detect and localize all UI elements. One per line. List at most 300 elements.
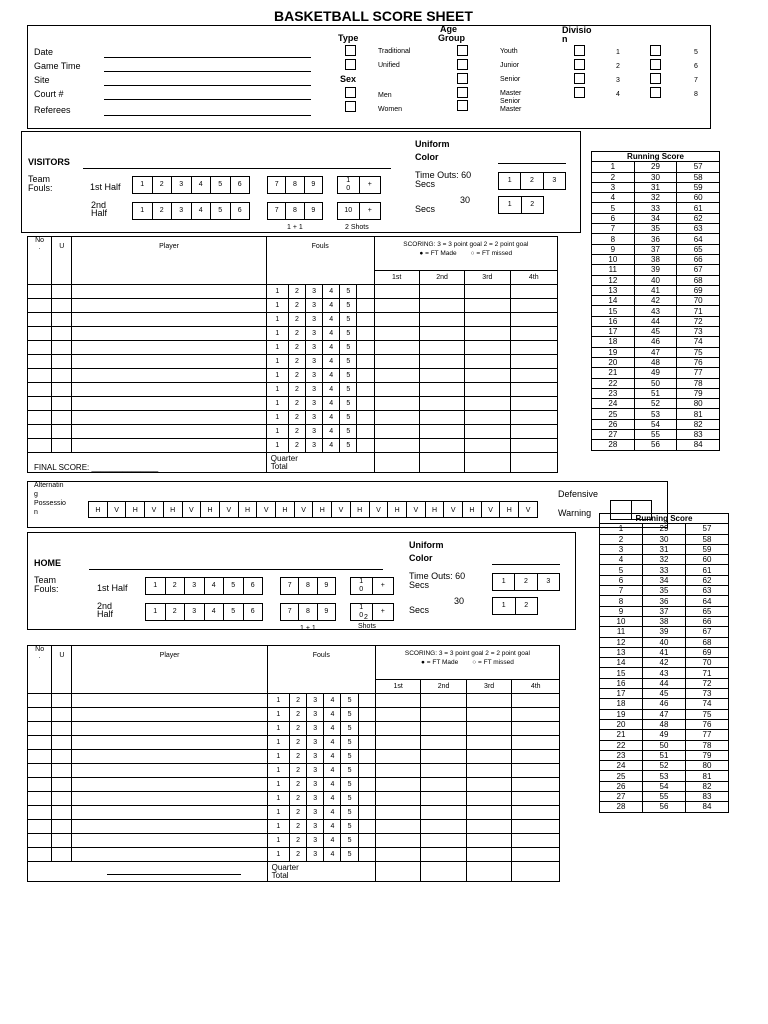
running-score-cell[interactable]: 3 [600, 544, 643, 554]
foul-cell[interactable]: 1 [267, 778, 289, 792]
foul-box[interactable]: 9 [311, 207, 316, 214]
quarter-score-cell[interactable] [419, 285, 464, 299]
age-checkbox-3[interactable] [457, 87, 468, 98]
possession-cell[interactable]: H [164, 502, 183, 517]
quarter-total-cell[interactable] [375, 862, 421, 882]
running-score-cell[interactable]: 63 [677, 224, 720, 234]
foul-box[interactable]: 1 0 [351, 604, 373, 620]
quarter-score-cell[interactable] [465, 411, 510, 425]
quarter-score-cell[interactable] [419, 425, 464, 439]
foul-cell[interactable]: 2 [289, 820, 306, 834]
quarter-score-cell[interactable] [419, 313, 464, 327]
foul-cell[interactable]: 5 [341, 806, 358, 820]
foul-box[interactable]: 7 [268, 177, 286, 193]
number-cell[interactable] [28, 397, 52, 411]
running-score-cell[interactable]: 51 [643, 750, 686, 760]
running-score-cell[interactable]: 55 [643, 792, 686, 802]
running-score-cell[interactable]: 15 [592, 306, 635, 316]
number-cell[interactable] [28, 792, 52, 806]
possession-cell[interactable]: H [276, 502, 295, 517]
foul-box[interactable]: 1 [133, 203, 153, 219]
running-score-cell[interactable]: 23 [600, 750, 643, 760]
quarter-score-cell[interactable] [510, 327, 557, 341]
foul-cell[interactable]: 4 [323, 355, 340, 369]
division-checkbox-2[interactable] [574, 59, 585, 70]
running-score-cell[interactable]: 24 [592, 399, 635, 409]
possession-cell[interactable]: H [351, 502, 370, 517]
quarter-score-cell[interactable] [512, 722, 560, 736]
running-score-cell[interactable]: 16 [592, 316, 635, 326]
foul-cell[interactable]: 3 [306, 313, 323, 327]
possession-cell[interactable]: V [370, 502, 389, 517]
quarter-score-cell[interactable] [465, 397, 510, 411]
foul-box[interactable]: 9 [311, 181, 316, 188]
running-score-cell[interactable]: 42 [634, 296, 677, 306]
foul-cell[interactable]: 4 [323, 397, 340, 411]
possession-cell[interactable]: V [444, 502, 463, 517]
foul-box[interactable]: 1 0 [338, 177, 360, 193]
running-score-cell[interactable]: 48 [634, 357, 677, 367]
running-score-cell[interactable]: 28 [600, 802, 643, 812]
running-score-cell[interactable]: 48 [643, 719, 686, 729]
running-score-cell[interactable]: 80 [686, 761, 729, 771]
running-score-cell[interactable]: 6 [600, 575, 643, 585]
quarter-score-cell[interactable] [466, 820, 512, 834]
possession-cell[interactable]: H [463, 502, 482, 517]
possession-cell[interactable]: V [257, 502, 276, 517]
running-score-cell[interactable]: 22 [600, 740, 643, 750]
foul-box[interactable]: 2 [515, 574, 537, 590]
foul-cell[interactable]: 4 [324, 722, 341, 736]
foul-box[interactable]: 6 [250, 608, 255, 615]
foul-box[interactable]: 1 [493, 574, 515, 590]
foul-cell[interactable]: 4 [323, 369, 340, 383]
running-score-cell[interactable]: 47 [643, 709, 686, 719]
foul-box[interactable]: 2 [153, 177, 173, 193]
quarter-score-cell[interactable] [465, 313, 510, 327]
running-score-cell[interactable]: 19 [600, 709, 643, 719]
running-score-cell[interactable]: 73 [686, 689, 729, 699]
quarter-score-cell[interactable] [419, 299, 464, 313]
running-score-cell[interactable]: 53 [643, 771, 686, 781]
running-score-cell[interactable]: 12 [600, 637, 643, 647]
running-score-cell[interactable]: 4 [592, 193, 635, 203]
u-cell[interactable] [52, 722, 72, 736]
player-name-cell[interactable] [72, 764, 267, 778]
quarter-score-cell[interactable] [421, 694, 467, 708]
foul-box[interactable]: 8 [299, 578, 317, 594]
sex-women-checkbox[interactable] [345, 101, 356, 112]
quarter-score-cell[interactable] [419, 411, 464, 425]
foul-cell[interactable]: 2 [289, 708, 306, 722]
quarter-total-cell[interactable] [421, 862, 467, 882]
foul-box[interactable]: 4 [192, 203, 212, 219]
running-score-cell[interactable]: 81 [686, 771, 729, 781]
player-name-cell[interactable] [72, 341, 266, 355]
division-checkbox-8[interactable] [650, 87, 661, 98]
visitors-team-name-line[interactable] [83, 168, 391, 169]
foul-cell[interactable]: 2 [289, 694, 306, 708]
running-score-cell[interactable]: 64 [686, 596, 729, 606]
running-score-cell[interactable]: 35 [634, 224, 677, 234]
division-checkbox-4[interactable] [574, 87, 585, 98]
foul-box[interactable]: 2 [153, 203, 173, 219]
quarter-score-cell[interactable] [421, 708, 467, 722]
number-cell[interactable] [28, 708, 52, 722]
quarter-score-cell[interactable] [375, 750, 421, 764]
running-score-cell[interactable]: 40 [643, 637, 686, 647]
quarter-score-cell[interactable] [466, 792, 512, 806]
quarter-score-cell[interactable] [375, 708, 421, 722]
foul-box[interactable]: 5 [224, 578, 244, 594]
running-score-cell[interactable]: 83 [677, 430, 720, 440]
possession-cell[interactable]: H [126, 502, 145, 517]
foul-box[interactable]: 5 [211, 177, 231, 193]
running-score-cell[interactable]: 38 [643, 616, 686, 626]
quarter-score-cell[interactable] [465, 341, 510, 355]
quarter-total-cell[interactable] [512, 862, 560, 882]
u-cell[interactable] [52, 820, 72, 834]
foul-cell[interactable]: 1 [267, 694, 289, 708]
foul-box[interactable]: 4 [205, 604, 225, 620]
running-score-cell[interactable]: 11 [600, 627, 643, 637]
quarter-score-cell[interactable] [375, 722, 421, 736]
quarter-score-cell[interactable] [466, 722, 512, 736]
foul-cell[interactable]: 2 [289, 764, 306, 778]
field-line-2[interactable] [104, 85, 311, 86]
foul-cell[interactable]: 1 [266, 355, 288, 369]
division-checkbox-6[interactable] [650, 59, 661, 70]
running-score-cell[interactable]: 4 [600, 555, 643, 565]
quarter-score-cell[interactable] [512, 792, 560, 806]
foul-box[interactable]: 2 [530, 201, 535, 208]
running-score-cell[interactable]: 9 [600, 606, 643, 616]
possession-cell[interactable]: H [500, 502, 519, 517]
possession-cell[interactable]: V [183, 502, 202, 517]
quarter-score-cell[interactable] [466, 834, 512, 848]
number-cell[interactable] [28, 313, 52, 327]
quarter-score-cell[interactable] [512, 806, 560, 820]
running-score-cell[interactable]: 52 [643, 761, 686, 771]
possession-cell[interactable]: H [313, 502, 332, 517]
player-name-cell[interactable] [72, 439, 266, 453]
running-score-cell[interactable]: 57 [686, 524, 729, 534]
player-name-cell[interactable] [72, 708, 267, 722]
quarter-score-cell[interactable] [466, 764, 512, 778]
foul-cell[interactable]: 1 [266, 299, 288, 313]
running-score-cell[interactable]: 84 [686, 802, 729, 812]
possession-cell[interactable]: V [482, 502, 501, 517]
foul-cell[interactable]: 4 [324, 750, 341, 764]
foul-cell[interactable]: 4 [324, 820, 341, 834]
u-cell[interactable] [52, 778, 72, 792]
running-score-cell[interactable]: 49 [634, 368, 677, 378]
foul-cell[interactable]: 2 [288, 355, 305, 369]
running-score-cell[interactable]: 61 [686, 565, 729, 575]
quarter-total-cell[interactable] [465, 453, 510, 473]
foul-cell[interactable]: 4 [324, 778, 341, 792]
running-score-cell[interactable]: 29 [634, 162, 677, 172]
foul-box[interactable]: 9 [324, 608, 329, 615]
quarter-score-cell[interactable] [419, 355, 464, 369]
foul-cell[interactable]: 1 [266, 285, 288, 299]
foul-box[interactable]: 4 [192, 177, 212, 193]
foul-cell[interactable]: 5 [341, 708, 358, 722]
u-cell[interactable] [52, 439, 72, 453]
running-score-cell[interactable]: 21 [600, 730, 643, 740]
running-score-cell[interactable]: 52 [634, 399, 677, 409]
foul-cell[interactable]: 4 [324, 806, 341, 820]
foul-box[interactable]: 1 [133, 177, 153, 193]
running-score-cell[interactable]: 59 [686, 544, 729, 554]
foul-cell[interactable]: 5 [340, 425, 357, 439]
foul-box[interactable]: 1 [499, 173, 521, 189]
quarter-total-cell[interactable] [374, 453, 419, 473]
foul-cell[interactable]: 3 [307, 778, 324, 792]
foul-cell[interactable]: 2 [289, 750, 306, 764]
foul-cell[interactable]: 5 [341, 848, 358, 862]
running-score-cell[interactable]: 8 [600, 596, 643, 606]
foul-box[interactable]: 3 [172, 203, 192, 219]
running-score-cell[interactable]: 49 [643, 730, 686, 740]
running-score-cell[interactable]: 42 [643, 658, 686, 668]
foul-cell[interactable]: 4 [324, 708, 341, 722]
foul-cell[interactable]: 3 [306, 411, 323, 425]
player-name-cell[interactable] [72, 736, 267, 750]
quarter-score-cell[interactable] [510, 299, 557, 313]
foul-cell[interactable]: 1 [267, 736, 289, 750]
foul-cell[interactable]: 2 [289, 834, 306, 848]
foul-box[interactable]: 1 [499, 197, 522, 213]
foul-cell[interactable]: 1 [266, 383, 288, 397]
running-score-cell[interactable]: 62 [686, 575, 729, 585]
foul-cell[interactable]: 4 [323, 313, 340, 327]
u-cell[interactable] [52, 397, 72, 411]
foul-cell[interactable]: 5 [341, 722, 358, 736]
foul-cell[interactable]: 3 [306, 383, 323, 397]
quarter-score-cell[interactable] [419, 327, 464, 341]
player-name-cell[interactable] [72, 383, 266, 397]
quarter-score-cell[interactable] [510, 341, 557, 355]
u-cell[interactable] [52, 792, 72, 806]
running-score-cell[interactable]: 74 [686, 699, 729, 709]
running-score-cell[interactable]: 76 [686, 719, 729, 729]
number-cell[interactable] [28, 355, 52, 369]
foul-box[interactable]: + [367, 207, 372, 214]
division-checkbox-5[interactable] [650, 45, 661, 56]
running-score-cell[interactable]: 13 [592, 285, 635, 295]
quarter-score-cell[interactable] [419, 439, 464, 453]
running-score-cell[interactable]: 19 [592, 347, 635, 357]
quarter-score-cell[interactable] [510, 313, 557, 327]
foul-cell[interactable]: 3 [307, 820, 324, 834]
quarter-score-cell[interactable] [466, 708, 512, 722]
number-cell[interactable] [28, 327, 52, 341]
possession-cell[interactable]: V [332, 502, 351, 517]
foul-cell[interactable]: 2 [288, 383, 305, 397]
foul-cell[interactable]: 5 [340, 299, 357, 313]
foul-cell[interactable]: 4 [324, 834, 341, 848]
running-score-cell[interactable]: 23 [592, 388, 635, 398]
foul-box[interactable]: 7 [281, 604, 299, 620]
running-score-cell[interactable]: 10 [592, 254, 635, 264]
foul-box[interactable]: 1 0 [351, 578, 373, 594]
foul-cell[interactable]: 3 [306, 397, 323, 411]
quarter-score-cell[interactable] [465, 425, 510, 439]
quarter-score-cell[interactable] [374, 425, 419, 439]
foul-cell[interactable]: 5 [340, 369, 357, 383]
quarter-score-cell[interactable] [419, 369, 464, 383]
foul-box[interactable]: 8 [286, 177, 304, 193]
quarter-score-cell[interactable] [512, 848, 560, 862]
foul-cell[interactable]: 4 [323, 411, 340, 425]
running-score-cell[interactable]: 13 [600, 647, 643, 657]
type-traditional-checkbox[interactable] [345, 45, 356, 56]
running-score-cell[interactable]: 79 [686, 750, 729, 760]
field-line-0[interactable] [104, 57, 311, 58]
player-name-cell[interactable] [72, 369, 266, 383]
possession-cell[interactable]: V [145, 502, 164, 517]
possession-cell[interactable]: V [295, 502, 314, 517]
warning-box[interactable] [611, 501, 632, 519]
quarter-score-cell[interactable] [375, 834, 421, 848]
quarter-score-cell[interactable] [419, 383, 464, 397]
u-cell[interactable] [52, 313, 72, 327]
possession-cell[interactable]: H [89, 502, 108, 517]
quarter-score-cell[interactable] [512, 736, 560, 750]
foul-cell[interactable]: 5 [341, 750, 358, 764]
foul-cell[interactable]: 4 [324, 764, 341, 778]
age-checkbox-4[interactable] [457, 100, 468, 111]
running-score-cell[interactable]: 36 [634, 234, 677, 244]
running-score-cell[interactable]: 46 [643, 699, 686, 709]
possession-cell[interactable]: H [388, 502, 407, 517]
quarter-score-cell[interactable] [375, 764, 421, 778]
home-team-name-line[interactable] [89, 569, 383, 570]
foul-cell[interactable]: 5 [340, 341, 357, 355]
running-score-cell[interactable]: 15 [600, 668, 643, 678]
foul-cell[interactable]: 3 [307, 736, 324, 750]
possession-cell[interactable]: V [525, 507, 531, 514]
quarter-score-cell[interactable] [421, 848, 467, 862]
running-score-cell[interactable]: 76 [677, 357, 720, 367]
quarter-score-cell[interactable] [374, 285, 419, 299]
foul-box[interactable]: 8 [286, 203, 304, 219]
player-name-cell[interactable] [72, 411, 266, 425]
foul-cell[interactable]: 5 [340, 411, 357, 425]
running-score-cell[interactable]: 26 [592, 419, 635, 429]
running-score-cell[interactable]: 39 [634, 265, 677, 275]
running-score-cell[interactable]: 2 [600, 534, 643, 544]
u-cell[interactable] [52, 383, 72, 397]
foul-cell[interactable]: 3 [307, 708, 324, 722]
quarter-score-cell[interactable] [421, 736, 467, 750]
foul-box[interactable]: 9 [324, 582, 329, 589]
running-score-cell[interactable]: 66 [686, 616, 729, 626]
foul-cell[interactable]: 3 [307, 848, 324, 862]
running-score-cell[interactable]: 68 [677, 275, 720, 285]
warning-box[interactable] [632, 501, 652, 519]
u-cell[interactable] [52, 355, 72, 369]
quarter-score-cell[interactable] [374, 341, 419, 355]
quarter-score-cell[interactable] [512, 764, 560, 778]
player-name-cell[interactable] [72, 806, 267, 820]
running-score-cell[interactable]: 68 [686, 637, 729, 647]
number-cell[interactable] [28, 848, 52, 862]
quarter-score-cell[interactable] [421, 764, 467, 778]
foul-cell[interactable]: 5 [340, 285, 357, 299]
foul-cell[interactable]: 2 [288, 439, 305, 453]
foul-cell[interactable]: 4 [323, 341, 340, 355]
u-cell[interactable] [52, 369, 72, 383]
foul-cell[interactable]: 2 [288, 425, 305, 439]
quarter-score-cell[interactable] [375, 806, 421, 820]
running-score-cell[interactable]: 35 [643, 586, 686, 596]
running-score-cell[interactable]: 16 [600, 678, 643, 688]
u-cell[interactable] [52, 327, 72, 341]
foul-cell[interactable]: 1 [267, 820, 289, 834]
running-score-cell[interactable]: 34 [643, 575, 686, 585]
possession-cell[interactable]: V [220, 502, 239, 517]
foul-cell[interactable]: 1 [267, 764, 289, 778]
foul-box[interactable]: 5 [224, 604, 244, 620]
u-cell[interactable] [52, 341, 72, 355]
running-score-cell[interactable]: 34 [634, 213, 677, 223]
foul-box[interactable]: 3 [172, 177, 192, 193]
running-score-cell[interactable]: 32 [634, 193, 677, 203]
player-name-cell[interactable] [72, 285, 266, 299]
running-score-cell[interactable]: 72 [686, 678, 729, 688]
running-score-cell[interactable]: 82 [677, 419, 720, 429]
foul-cell[interactable]: 2 [288, 313, 305, 327]
u-cell[interactable] [52, 411, 72, 425]
foul-box[interactable]: 5 [211, 203, 231, 219]
running-score-cell[interactable]: 58 [677, 172, 720, 182]
foul-box[interactable]: 7 [281, 578, 299, 594]
foul-cell[interactable]: 1 [267, 848, 289, 862]
foul-cell[interactable]: 2 [289, 778, 306, 792]
u-cell[interactable] [52, 299, 72, 313]
running-score-cell[interactable]: 10 [600, 616, 643, 626]
quarter-score-cell[interactable] [374, 397, 419, 411]
player-name-cell[interactable] [72, 750, 267, 764]
quarter-score-cell[interactable] [466, 694, 512, 708]
running-score-cell[interactable]: 77 [686, 730, 729, 740]
player-name-cell[interactable] [72, 313, 266, 327]
quarter-total-cell[interactable] [419, 453, 464, 473]
division-checkbox-3[interactable] [574, 73, 585, 84]
running-score-cell[interactable]: 73 [677, 327, 720, 337]
running-score-cell[interactable]: 45 [643, 689, 686, 699]
age-checkbox-2[interactable] [457, 73, 468, 84]
quarter-score-cell[interactable] [374, 355, 419, 369]
possession-cell[interactable]: H [426, 502, 445, 517]
running-score-cell[interactable]: 14 [592, 296, 635, 306]
possession-cell[interactable]: V [407, 502, 426, 517]
running-score-cell[interactable]: 84 [677, 440, 720, 450]
running-score-cell[interactable]: 44 [634, 316, 677, 326]
quarter-score-cell[interactable] [510, 355, 557, 369]
player-name-cell[interactable] [72, 834, 267, 848]
quarter-score-cell[interactable] [375, 694, 421, 708]
quarter-score-cell[interactable] [419, 397, 464, 411]
u-cell[interactable] [52, 848, 72, 862]
foul-cell[interactable]: 2 [288, 285, 305, 299]
foul-cell[interactable]: 1 [267, 708, 289, 722]
foul-cell[interactable]: 5 [340, 327, 357, 341]
running-score-cell[interactable]: 83 [686, 792, 729, 802]
running-score-cell[interactable]: 37 [643, 606, 686, 616]
